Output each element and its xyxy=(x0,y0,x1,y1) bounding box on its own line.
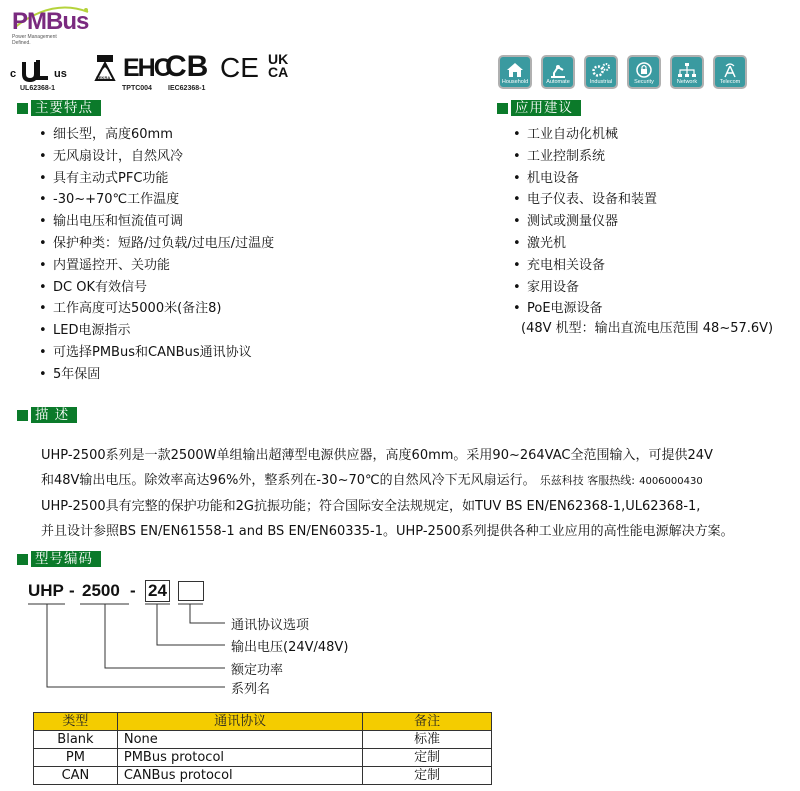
features-heading-marker xyxy=(17,103,28,114)
pmbus-logo xyxy=(12,4,92,44)
antenna-icon xyxy=(720,62,740,78)
options-table xyxy=(33,712,492,785)
application-icons xyxy=(498,55,747,89)
ul-logo-icon xyxy=(20,58,52,84)
description-body xyxy=(41,443,781,544)
feature-text: 可选择PMBus和CANBus通讯协议 xyxy=(53,344,252,360)
table-cell: 定制 xyxy=(363,749,492,767)
table-cell: 标准 xyxy=(363,731,492,749)
ul-label: UL62368-1 xyxy=(20,85,56,92)
list-item: • 机电设备 xyxy=(513,170,580,186)
table-cell: Blank xyxy=(34,731,118,749)
telecom-app-icon xyxy=(713,55,747,89)
application-text: 机电设备 xyxy=(527,170,580,186)
application-text: 家用设备 xyxy=(527,279,580,295)
feature-text: 工作高度可达5000米(备注8) xyxy=(53,301,222,317)
security-label: Security xyxy=(634,79,654,85)
hotline-label: 乐兹科技 客服热线: xyxy=(539,474,635,487)
list-item: • PoE电源设备 xyxy=(513,301,603,317)
applications-heading xyxy=(497,100,581,116)
description-line: UHP-2500系列是一款2500W单组输出超薄型电源供应器，高度60mm。采用90~264VAC全范围输入，可提供24V xyxy=(41,448,713,463)
annotation-protocol-option: 通讯协议选项 xyxy=(231,618,310,633)
ul-us-text: us xyxy=(54,68,67,80)
feature-text: DC OK有效信号 xyxy=(53,279,147,295)
automate-app-icon xyxy=(541,55,575,89)
features-heading xyxy=(17,100,101,116)
pmbus-wordmark: PMBus xyxy=(12,8,89,35)
feature-text: 无风扇设计，自然风冷 xyxy=(53,148,184,164)
description-title: 描 述 xyxy=(31,407,77,423)
list-item: • 无风扇设计，自然风冷 xyxy=(39,148,184,164)
description-heading xyxy=(17,407,77,423)
industrial-app-icon xyxy=(584,55,618,89)
list-item: • 家用设备 xyxy=(513,279,580,295)
list-item: • 充电相关设备 xyxy=(513,257,606,273)
security-app-icon xyxy=(627,55,661,89)
description-line-with-hotline xyxy=(41,468,781,494)
ukca-line-1: UK xyxy=(268,51,289,67)
list-item: • 工业控制系统 xyxy=(513,148,606,164)
list-item: • 保护种类：短路/过负载/过电压/过温度 xyxy=(39,235,275,251)
automate-label: Automate xyxy=(546,79,570,85)
ukca-line-2: CA xyxy=(268,64,289,80)
model-encoding-heading xyxy=(17,551,101,567)
feature-text: 具有主动式PFC功能 xyxy=(53,170,169,186)
list-item: • 可选择PMBus和CANBus通讯协议 xyxy=(39,344,252,360)
table-row xyxy=(34,767,492,785)
applications-title: 应用建议 xyxy=(511,100,581,116)
application-text: 测试或测量仪器 xyxy=(527,214,619,230)
dekra-text: DEKRA xyxy=(96,75,111,80)
feature-text: 输出电压和恒流值可调 xyxy=(53,214,184,230)
applications-note: (48V 机型：输出直流电压范围 48~57.6V) xyxy=(521,321,774,336)
list-item: • 工作高度可达5000米(备注8) xyxy=(39,301,222,317)
application-text: 电子仪表、设备和装置 xyxy=(527,192,658,208)
feature-text: 5年保固 xyxy=(53,366,101,382)
annotation-rated-power: 额定功率 xyxy=(231,663,284,678)
feature-text: 保护种类：短路/过负载/过电压/过温度 xyxy=(53,235,275,251)
network-app-icon xyxy=(670,55,704,89)
list-item: • 电子仪表、设备和装置 xyxy=(513,192,658,208)
robot-arm-icon xyxy=(548,62,568,78)
list-item: • DC OK有效信号 xyxy=(39,279,147,295)
features-list xyxy=(39,124,274,386)
table-header-type: 类型 xyxy=(34,713,118,731)
cb-label: IEC62368-1 xyxy=(168,85,206,92)
applications-list xyxy=(513,124,657,320)
table-row xyxy=(34,749,492,767)
list-item: • 测试或测量仪器 xyxy=(513,214,619,230)
network-label: Network xyxy=(676,79,698,85)
table-cell: CAN xyxy=(34,767,118,785)
hotline-number: 4006000430 xyxy=(639,476,703,487)
ce-mark: CE xyxy=(220,52,259,83)
pmbus-tagline-2: Defined. xyxy=(12,40,31,46)
features-title: 主要特点 xyxy=(31,100,101,116)
model-encoding-title: 型号编码 xyxy=(31,551,101,567)
list-item: • 细长型，高度60mm xyxy=(39,127,173,142)
table-cell: PMBus protocol xyxy=(117,749,362,767)
annotation-series-name: 系列名 xyxy=(231,682,271,697)
table-header-row xyxy=(34,713,492,731)
cb-mark: CB xyxy=(165,50,209,83)
model-code-dash: - xyxy=(69,581,75,600)
ul-mark xyxy=(10,58,74,84)
table-cell: CANBus protocol xyxy=(117,767,362,785)
ukca-mark xyxy=(268,53,288,79)
description-heading-marker xyxy=(17,410,28,421)
table-cell: 定制 xyxy=(363,767,492,785)
household-app-icon xyxy=(498,55,532,89)
applications-heading-marker xyxy=(497,103,508,114)
list-item: • 激光机 xyxy=(513,235,567,251)
feature-text: 细长型，高度60mm xyxy=(53,127,173,142)
network-icon xyxy=(677,62,697,78)
annotation-output-voltage: 输出电压(24V/48V) xyxy=(231,640,349,655)
model-code-power: 2500 xyxy=(82,581,120,600)
table-row xyxy=(34,731,492,749)
model-code-leader-lines xyxy=(25,578,425,698)
house-icon xyxy=(505,62,525,78)
gears-icon xyxy=(591,62,611,78)
table-header-protocol: 通讯协议 xyxy=(117,713,362,731)
feature-text: 内置遥控开、关功能 xyxy=(53,257,171,273)
model-code-diagram xyxy=(25,578,425,698)
model-code-series: UHP xyxy=(28,581,64,600)
table-cell: PM xyxy=(34,749,118,767)
application-text: 充电相关设备 xyxy=(527,257,606,273)
model-code-dash: - xyxy=(130,581,136,600)
dekra-badge xyxy=(94,54,116,82)
model-encoding-heading-marker xyxy=(17,554,28,565)
eac-mark: EHC xyxy=(123,54,170,82)
industrial-label: Industrial xyxy=(589,79,613,85)
household-label: Household xyxy=(501,79,529,85)
model-code-voltage: 24 xyxy=(145,580,170,602)
application-text: 激光机 xyxy=(527,235,567,251)
list-item: • -30~+70℃工作温度 xyxy=(39,192,180,208)
table-cell: None xyxy=(117,731,362,749)
application-text: 工业控制系统 xyxy=(527,148,606,164)
feature-text: -30~+70℃工作温度 xyxy=(53,192,180,208)
table-header-remark: 备注 xyxy=(363,713,492,731)
list-item: • 内置遥控开、关功能 xyxy=(39,257,171,273)
eac-label: TPTC004 xyxy=(122,85,152,92)
list-item: • 工业自动化机械 xyxy=(513,127,619,142)
list-item: • 具有主动式PFC功能 xyxy=(39,170,169,186)
description-line: 并且设计参照BS EN/EN61558-1 and BS EN/EN60335-1。UHP-2500系列提供各种工业应用的高性能电源解决方案。 xyxy=(41,524,734,539)
pmbus-tagline-1: Power Management xyxy=(12,34,57,40)
application-text: 工业自动化机械 xyxy=(527,127,619,142)
description-line-text: 和48V输出电压。除效率高达96%外，整系列在-30~70℃的自然风冷下无风扇运行。 xyxy=(41,473,536,488)
list-item: • LED电源指示 xyxy=(39,323,131,339)
certifications xyxy=(10,50,310,98)
list-item: • 输出电压和恒流值可调 xyxy=(39,214,184,230)
telecom-label: Telecom xyxy=(719,79,741,85)
lock-icon xyxy=(634,62,654,78)
list-item: • 5年保固 xyxy=(39,366,101,382)
feature-text: LED电源指示 xyxy=(53,323,131,339)
description-line: UHP-2500具有完整的保护功能和2G抗振功能；符合国际安全法规规定，如TUV BS EN/EN62368-1,UL62368-1, xyxy=(41,499,701,514)
application-text: PoE电源设备 xyxy=(527,301,603,317)
ul-c-text: c xyxy=(10,68,17,80)
